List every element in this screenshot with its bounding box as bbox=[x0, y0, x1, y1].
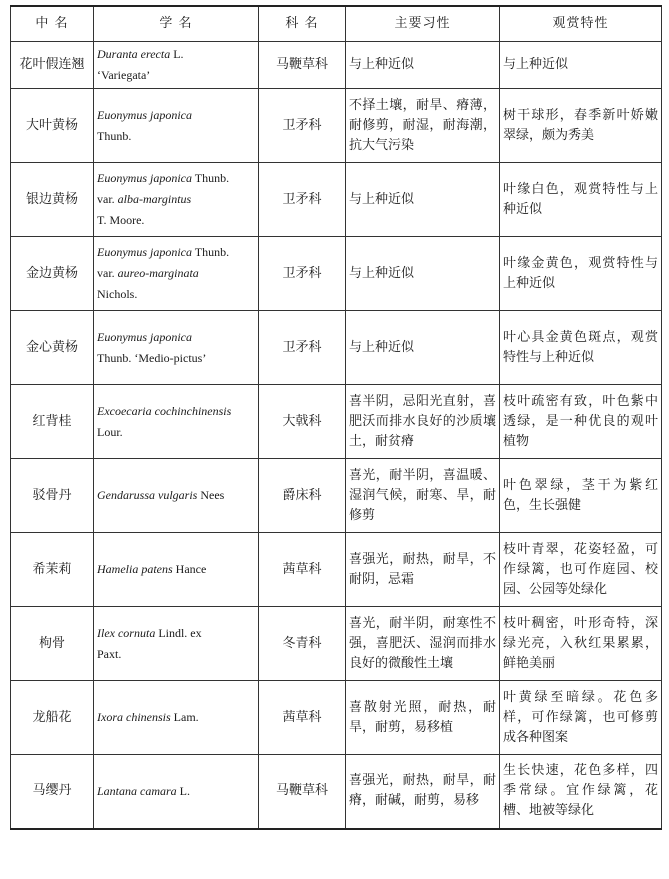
chinese-name-cell: 驳骨丹 bbox=[11, 459, 94, 533]
family-cell: 马鞭草科 bbox=[259, 755, 346, 829]
ornamental-cell: 枝叶稠密，叶形奇特，深绿光亮，入秋红果累累，鲜艳美丽 bbox=[500, 607, 662, 681]
header-family: 科 名 bbox=[259, 6, 346, 42]
family-cell: 茜草科 bbox=[259, 533, 346, 607]
header-ornamental: 观赏特性 bbox=[500, 6, 662, 42]
chinese-name-cell: 红背桂 bbox=[11, 385, 94, 459]
sci-author: L. bbox=[176, 783, 191, 798]
scientific-name-cell bbox=[94, 607, 259, 681]
header-chinese-name: 中 名 bbox=[11, 6, 94, 42]
sci-genus-species: Excoecaria cochinchinensis bbox=[97, 403, 232, 418]
scientific-name-cell bbox=[94, 163, 259, 237]
sci-variety-author: T. Moore. bbox=[97, 213, 145, 227]
habit-cell: 与上种近似 bbox=[346, 42, 500, 89]
ornamental-cell: 枝叶青翠，花姿轻盈，可作绿篱，也可作庭园、校园、公园等处绿化 bbox=[500, 533, 662, 607]
habit-cell: 喜光，耐半阴，耐寒性不强，喜肥沃、湿润而排水良好的微酸性土壤 bbox=[346, 607, 500, 681]
chinese-name-cell: 马缨丹 bbox=[11, 755, 94, 829]
table-row bbox=[11, 533, 662, 607]
habit-cell: 喜散射光照，耐热，耐旱，耐剪，易移植 bbox=[346, 681, 500, 755]
habit-cell: 喜半阴，忌阳光直射，喜肥沃而排水良好的沙质壤土，耐贫瘠 bbox=[346, 385, 500, 459]
sci-var-prefix: var. bbox=[97, 266, 118, 280]
table-row bbox=[11, 459, 662, 533]
table-row bbox=[11, 237, 662, 311]
habit-cell: 不择土壤，耐旱、瘠薄，耐修剪，耐湿，耐海潮，抗大气污染 bbox=[346, 89, 500, 163]
sci-genus-species: Euonymus japonica bbox=[97, 329, 192, 344]
scientific-name-cell bbox=[94, 533, 259, 607]
chinese-name-cell: 龙船花 bbox=[11, 681, 94, 755]
sci-cultivar: Thunb. ‘Medio-pictus’ bbox=[97, 350, 207, 365]
sci-author: Thunb. bbox=[192, 171, 230, 185]
table-row bbox=[11, 89, 662, 163]
scientific-name-cell bbox=[94, 311, 259, 385]
chinese-name-cell: 金边黄杨 bbox=[11, 237, 94, 311]
table-row bbox=[11, 42, 662, 89]
sci-genus-species: Lantana camara bbox=[97, 783, 177, 798]
sci-author: L. bbox=[170, 47, 184, 61]
sci-author-line: Thunb. bbox=[97, 128, 132, 143]
sci-author-line: Paxt. bbox=[97, 646, 122, 661]
habit-cell: 与上种近似 bbox=[346, 311, 500, 385]
family-cell: 卫矛科 bbox=[259, 311, 346, 385]
header-scientific-name: 学 名 bbox=[94, 6, 259, 42]
chinese-name-cell: 银边黄杨 bbox=[11, 163, 94, 237]
sci-variety: aureo-marginata bbox=[117, 266, 199, 280]
sci-author: Thunb. bbox=[192, 245, 230, 259]
habit-cell: 喜强光，耐热，耐旱，不耐阴，忌霜 bbox=[346, 533, 500, 607]
family-cell: 大戟科 bbox=[259, 385, 346, 459]
scientific-name-cell bbox=[94, 385, 259, 459]
sci-author: Lam. bbox=[170, 710, 199, 724]
habit-cell: 喜强光，耐热，耐旱，耐瘠，耐碱，耐剪，易移 bbox=[346, 755, 500, 829]
chinese-name-cell: 金心黄杨 bbox=[11, 311, 94, 385]
sci-genus-species: Euonymus japonica bbox=[97, 245, 192, 259]
habit-cell: 喜光，耐半阴，喜温暖、湿润气候，耐寒、旱，耐修剪 bbox=[346, 459, 500, 533]
header-habit: 主要习性 bbox=[346, 6, 500, 42]
habit-cell: 与上种近似 bbox=[346, 163, 500, 237]
chinese-name-cell: 枸骨 bbox=[11, 607, 94, 681]
table-row bbox=[11, 163, 662, 237]
table-row bbox=[11, 607, 662, 681]
sci-author-line: Lour. bbox=[97, 424, 123, 439]
species-table-page bbox=[10, 5, 661, 830]
chinese-name-cell: 希茉莉 bbox=[11, 533, 94, 607]
ornamental-cell: 生长快速，花色多样，四季常绿。宜作绿篱，花槽、地被等绿化 bbox=[500, 755, 662, 829]
sci-genus-species: Gendarussa vulgaris bbox=[97, 488, 198, 502]
family-cell: 冬青科 bbox=[259, 607, 346, 681]
table-row bbox=[11, 311, 662, 385]
scientific-name-cell bbox=[94, 89, 259, 163]
sci-genus-species: Hamelia patens bbox=[97, 562, 173, 576]
sci-author: Lindl. ex bbox=[155, 625, 202, 640]
table-header-row bbox=[11, 6, 662, 42]
family-cell: 卫矛科 bbox=[259, 237, 346, 311]
species-table bbox=[10, 5, 662, 830]
sci-genus-species: Ilex cornuta bbox=[97, 625, 156, 640]
ornamental-cell: 叶缘金黄色，观赏特性与上种近似 bbox=[500, 237, 662, 311]
table-row bbox=[11, 681, 662, 755]
sci-genus-species: Euonymus japonica bbox=[97, 171, 192, 185]
table-row bbox=[11, 755, 662, 829]
ornamental-cell: 与上种近似 bbox=[500, 42, 662, 89]
ornamental-cell: 叶缘白色，观赏特性与上种近似 bbox=[500, 163, 662, 237]
chinese-name-cell: 大叶黄杨 bbox=[11, 89, 94, 163]
sci-variety: alba-margintus bbox=[117, 192, 192, 206]
sci-author: Nees bbox=[197, 488, 225, 502]
sci-cultivar: ‘Variegata’ bbox=[97, 68, 151, 82]
sci-author: Hance bbox=[172, 562, 207, 576]
scientific-name-cell bbox=[94, 459, 259, 533]
family-cell: 爵床科 bbox=[259, 459, 346, 533]
family-cell: 马鞭草科 bbox=[259, 42, 346, 89]
family-cell: 卫矛科 bbox=[259, 89, 346, 163]
table-row bbox=[11, 385, 662, 459]
family-cell: 茜草科 bbox=[259, 681, 346, 755]
ornamental-cell: 叶心具金黄色斑点，观赏特性与上种近似 bbox=[500, 311, 662, 385]
scientific-name-cell bbox=[94, 237, 259, 311]
ornamental-cell: 叶黄绿至暗绿。花色多样，可作绿篱，也可修剪成各种图案 bbox=[500, 681, 662, 755]
ornamental-cell: 枝叶疏密有致，叶色紫中透绿，是一种优良的观叶植物 bbox=[500, 385, 662, 459]
scientific-name-cell bbox=[94, 755, 259, 829]
sci-genus-species: Euonymus japonica bbox=[97, 107, 192, 122]
family-cell: 卫矛科 bbox=[259, 163, 346, 237]
sci-genus-species: Ixora chinensis bbox=[97, 710, 171, 724]
sci-variety-author: Nichols. bbox=[97, 287, 138, 301]
scientific-name-cell bbox=[94, 681, 259, 755]
habit-cell: 与上种近似 bbox=[346, 237, 500, 311]
sci-var-prefix: var. bbox=[97, 192, 118, 206]
ornamental-cell: 叶色翠绿，茎干为紫红色，生长强健 bbox=[500, 459, 662, 533]
chinese-name-cell: 花叶假连翘 bbox=[11, 42, 94, 89]
sci-genus-species: Duranta erecta bbox=[97, 47, 171, 61]
ornamental-cell: 树干球形，春季新叶娇嫩翠绿，颇为秀美 bbox=[500, 89, 662, 163]
scientific-name-cell bbox=[94, 42, 259, 89]
